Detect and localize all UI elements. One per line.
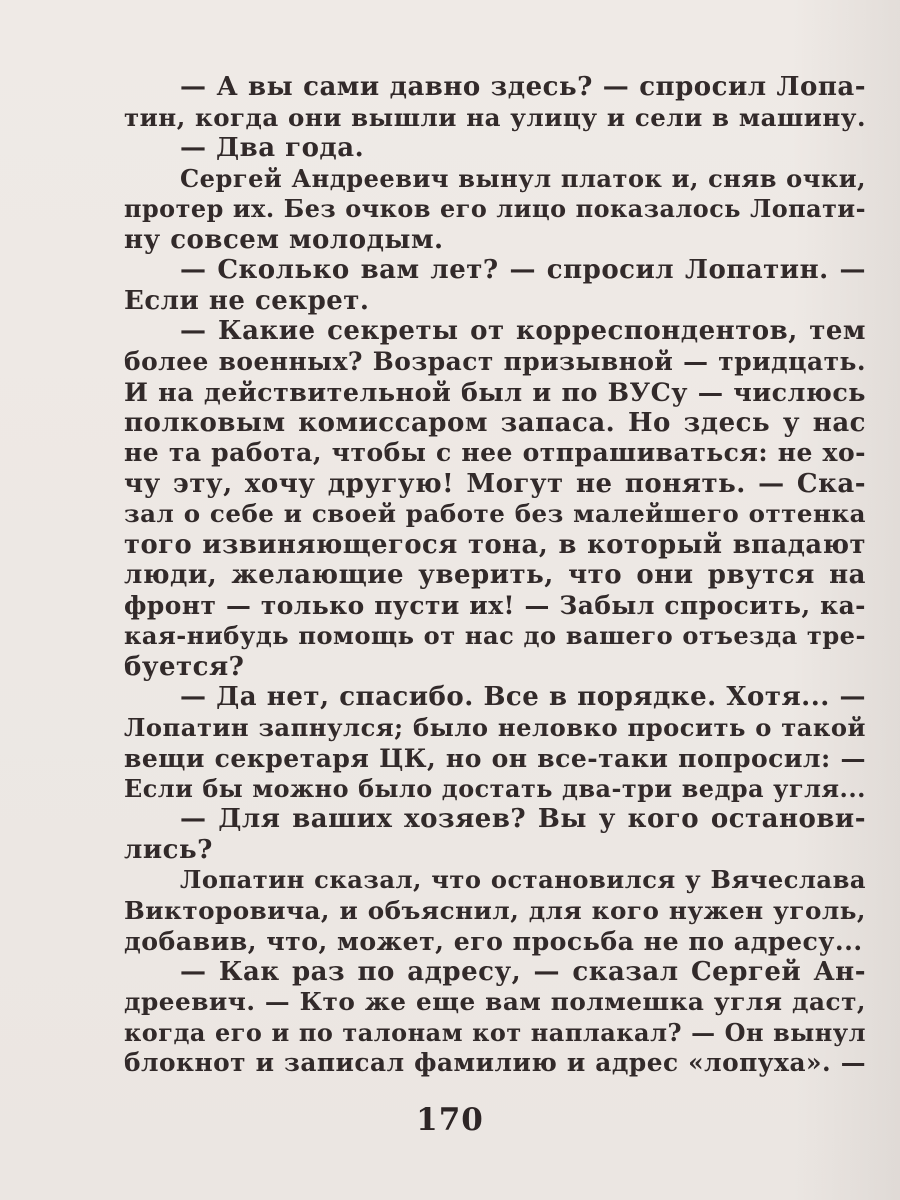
text-line: когда его и по талонам кот наплакал? — Он вынул (124, 1018, 866, 1047)
text-line: протер их. Без очков его лицо показалось Лопати- (124, 195, 866, 223)
paragraph (124, 804, 866, 865)
text-line: — А вы сами давно здесь? — спросил Лопа- (180, 72, 866, 102)
text-line: — Для ваших хозяев? Вы у кого останови- (180, 804, 866, 834)
text-line: ну совсем молодым. (124, 224, 444, 255)
paragraph (124, 682, 866, 804)
text-line: — Какие секреты от корреспондентов, тем (180, 316, 866, 346)
page-number: 170 (416, 1102, 484, 1138)
text-line: буется? (124, 651, 245, 682)
text-line: того извиняющегося тона, в который впадают (124, 529, 866, 560)
text-line: дреевич. — Кто же еще вам полмешка угля даст, (124, 987, 866, 1016)
text-line: люди, желающие уверить, что они рвутся на (124, 560, 866, 590)
text-line: И на действительной был и по ВУСу — числюсь (124, 377, 866, 407)
text-line: — Два года. (180, 133, 365, 163)
text-line: Лопатин запнулся; было неловко просить о такой (124, 712, 866, 742)
text-line: добавив, что, может, его просьба не по адресу... (124, 926, 863, 956)
paragraph (124, 255, 866, 316)
text-line: Если не секрет. (124, 285, 370, 316)
paragraph (124, 865, 866, 957)
paragraph (124, 316, 866, 682)
text-line: лись? (124, 834, 213, 865)
text-line: тин, когда они вышли на улицу и сели в машину. (124, 102, 866, 132)
text-line: — Сколько вам лет? — спросил Лопатин. — (180, 255, 866, 285)
text-line: зал о себе и своей работе без малейшего оттенка (124, 499, 866, 528)
text-line: вещи секретаря ЦК, но он все-таки попросил: — (124, 743, 866, 773)
text-line: полковым комиссаром запаса. Но здесь у нас (124, 407, 866, 438)
paragraph (124, 164, 866, 256)
paragraph (124, 957, 866, 1079)
text-line: Лопатин сказал, что остановился у Вячеслава (180, 865, 866, 894)
paragraph (124, 72, 866, 133)
body-text (124, 72, 866, 1079)
text-line: Викторовича, и объяснил, для кого нужен уголь, (124, 895, 866, 925)
text-line: — Как раз по адресу, — сказал Сергей Ан- (180, 956, 866, 987)
text-line: фронт — только пусти их! — Забыл спросить, ка- (124, 590, 866, 620)
text-line: Если бы можно было достать два-три ведра угля... (124, 774, 866, 803)
text-line: — Да нет, спасибо. Все в порядке. Хотя... — (180, 682, 866, 712)
text-line: блокнот и записал фамилию и адрес «лопуха». — (124, 1048, 866, 1077)
text-line: не та работа, чтобы с нее отпрашиваться: не хо- (124, 438, 866, 467)
paragraph (124, 133, 866, 164)
text-line: Сергей Андреевич вынул платок и, сняв очки, (180, 163, 866, 193)
text-line: более военных? Возраст призывной — тридцать. (124, 346, 866, 376)
text-line: кая-нибудь помощь от нас до вашего отъезда тре- (124, 621, 866, 650)
text-line: чу эту, хочу другую! Могут не понять. — Ска- (124, 468, 866, 499)
